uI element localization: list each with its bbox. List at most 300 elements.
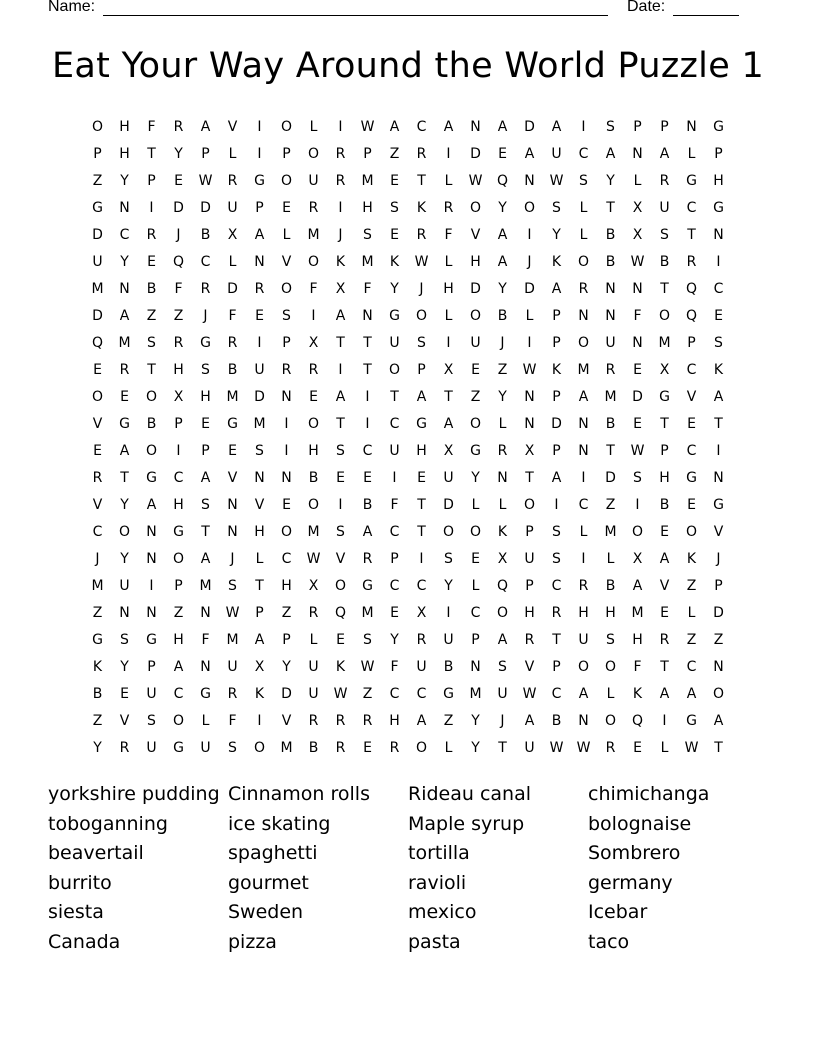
- grid-cell[interactable]: N: [524, 173, 535, 189]
- grid-cell[interactable]: I: [338, 497, 343, 513]
- grid-cell[interactable]: A: [659, 551, 670, 567]
- grid-cell[interactable]: C: [92, 524, 103, 540]
- grid-cell[interactable]: Q: [496, 173, 509, 189]
- grid-cell[interactable]: X: [335, 281, 346, 297]
- grid-cell[interactable]: Y: [174, 146, 183, 162]
- grid-cell[interactable]: W: [414, 254, 429, 270]
- grid-cell[interactable]: O: [253, 740, 266, 756]
- grid-cell[interactable]: S: [660, 227, 669, 243]
- grid-cell[interactable]: Y: [471, 740, 480, 756]
- grid-cell[interactable]: A: [578, 389, 589, 405]
- grid-cell[interactable]: N: [119, 605, 130, 621]
- grid-cell[interactable]: G: [713, 119, 724, 135]
- grid-cell[interactable]: D: [470, 146, 481, 162]
- grid-cell[interactable]: E: [120, 686, 129, 702]
- grid-cell[interactable]: O: [469, 416, 482, 432]
- grid-cell[interactable]: D: [524, 119, 535, 135]
- grid-cell[interactable]: X: [443, 362, 454, 378]
- grid-cell[interactable]: W: [684, 740, 699, 756]
- grid-cell[interactable]: A: [173, 659, 184, 675]
- grid-cell[interactable]: N: [632, 335, 643, 351]
- grid-cell[interactable]: O: [280, 173, 293, 189]
- grid-cell[interactable]: M: [469, 686, 482, 702]
- grid-cell[interactable]: I: [257, 146, 262, 162]
- grid-cell[interactable]: A: [254, 227, 265, 243]
- grid-cell[interactable]: B: [605, 416, 616, 432]
- grid-cell[interactable]: N: [605, 308, 616, 324]
- grid-cell[interactable]: P: [174, 578, 183, 594]
- grid-cell[interactable]: H: [173, 632, 184, 648]
- grid-cell[interactable]: S: [336, 443, 345, 459]
- grid-cell[interactable]: E: [390, 605, 399, 621]
- grid-cell[interactable]: T: [444, 389, 453, 405]
- grid-cell[interactable]: W: [333, 686, 348, 702]
- grid-cell[interactable]: E: [93, 443, 102, 459]
- grid-cell[interactable]: U: [146, 740, 157, 756]
- grid-cell[interactable]: N: [524, 416, 535, 432]
- grid-cell[interactable]: T: [147, 146, 156, 162]
- date-field[interactable]: [673, 15, 739, 16]
- grid-cell[interactable]: K: [497, 524, 508, 540]
- grid-cell[interactable]: I: [311, 308, 316, 324]
- grid-cell[interactable]: P: [660, 443, 669, 459]
- grid-cell[interactable]: X: [416, 605, 427, 621]
- grid-cell[interactable]: N: [713, 659, 724, 675]
- grid-cell[interactable]: W: [549, 740, 564, 756]
- grid-cell[interactable]: E: [633, 740, 642, 756]
- grid-cell[interactable]: K: [713, 362, 724, 378]
- grid-cell[interactable]: R: [308, 200, 319, 216]
- grid-cell[interactable]: Y: [120, 497, 129, 513]
- grid-cell[interactable]: C: [173, 686, 184, 702]
- grid-cell[interactable]: O: [280, 281, 293, 297]
- grid-cell[interactable]: G: [200, 686, 211, 702]
- grid-cell[interactable]: C: [389, 524, 400, 540]
- grid-cell[interactable]: S: [498, 659, 507, 675]
- grid-cell[interactable]: N: [713, 470, 724, 486]
- grid-cell[interactable]: I: [527, 335, 532, 351]
- grid-cell[interactable]: H: [659, 470, 670, 486]
- grid-cell[interactable]: E: [471, 362, 480, 378]
- grid-cell[interactable]: Z: [173, 605, 184, 621]
- grid-cell[interactable]: Z: [497, 362, 508, 378]
- grid-cell[interactable]: N: [578, 443, 589, 459]
- grid-cell[interactable]: M: [91, 281, 104, 297]
- grid-cell[interactable]: E: [687, 497, 696, 513]
- grid-cell[interactable]: D: [605, 470, 616, 486]
- grid-cell[interactable]: Y: [498, 200, 507, 216]
- grid-cell[interactable]: R: [281, 362, 292, 378]
- grid-cell[interactable]: K: [632, 686, 643, 702]
- grid-cell[interactable]: A: [713, 713, 724, 729]
- grid-cell[interactable]: S: [282, 308, 291, 324]
- grid-cell[interactable]: P: [93, 146, 102, 162]
- grid-cell[interactable]: E: [120, 389, 129, 405]
- grid-cell[interactable]: B: [605, 578, 616, 594]
- grid-cell[interactable]: E: [390, 227, 399, 243]
- grid-cell[interactable]: Y: [282, 659, 291, 675]
- grid-cell[interactable]: P: [552, 443, 561, 459]
- grid-cell[interactable]: L: [309, 119, 318, 135]
- grid-cell[interactable]: M: [307, 227, 320, 243]
- grid-cell[interactable]: P: [525, 578, 534, 594]
- grid-cell[interactable]: L: [633, 173, 642, 189]
- grid-cell[interactable]: L: [444, 254, 453, 270]
- grid-cell[interactable]: C: [686, 443, 697, 459]
- grid-cell[interactable]: L: [228, 254, 237, 270]
- grid-cell[interactable]: H: [281, 578, 292, 594]
- grid-cell[interactable]: X: [524, 443, 535, 459]
- grid-cell[interactable]: U: [119, 578, 130, 594]
- grid-cell[interactable]: O: [307, 416, 320, 432]
- grid-cell[interactable]: Y: [606, 173, 615, 189]
- grid-cell[interactable]: M: [604, 524, 617, 540]
- grid-cell[interactable]: E: [660, 524, 669, 540]
- grid-cell[interactable]: M: [604, 389, 617, 405]
- grid-cell[interactable]: A: [497, 227, 508, 243]
- grid-cell[interactable]: C: [686, 200, 697, 216]
- grid-cell[interactable]: N: [200, 659, 211, 675]
- grid-cell[interactable]: J: [176, 227, 181, 243]
- grid-cell[interactable]: E: [714, 308, 723, 324]
- grid-cell[interactable]: Y: [390, 632, 399, 648]
- grid-cell[interactable]: R: [308, 713, 319, 729]
- grid-cell[interactable]: K: [335, 254, 346, 270]
- grid-cell[interactable]: O: [91, 119, 104, 135]
- grid-cell[interactable]: X: [659, 362, 670, 378]
- grid-cell[interactable]: R: [254, 281, 265, 297]
- grid-cell[interactable]: Y: [498, 389, 507, 405]
- grid-cell[interactable]: G: [173, 524, 184, 540]
- grid-cell[interactable]: T: [525, 470, 534, 486]
- grid-cell[interactable]: O: [415, 740, 428, 756]
- grid-cell[interactable]: C: [578, 146, 589, 162]
- grid-cell[interactable]: P: [552, 308, 561, 324]
- grid-cell[interactable]: A: [632, 578, 643, 594]
- grid-cell[interactable]: A: [200, 551, 211, 567]
- grid-cell[interactable]: T: [363, 335, 372, 351]
- grid-cell[interactable]: V: [281, 254, 292, 270]
- grid-cell[interactable]: G: [92, 632, 103, 648]
- grid-cell[interactable]: X: [632, 551, 643, 567]
- grid-cell[interactable]: U: [227, 659, 238, 675]
- grid-cell[interactable]: X: [497, 551, 508, 567]
- grid-cell[interactable]: D: [524, 281, 535, 297]
- grid-cell[interactable]: T: [417, 173, 426, 189]
- grid-cell[interactable]: I: [365, 416, 370, 432]
- grid-cell[interactable]: T: [660, 416, 669, 432]
- grid-cell[interactable]: D: [281, 686, 292, 702]
- grid-cell[interactable]: P: [552, 659, 561, 675]
- grid-cell[interactable]: W: [549, 173, 564, 189]
- grid-cell[interactable]: T: [147, 362, 156, 378]
- grid-cell[interactable]: C: [713, 281, 724, 297]
- grid-cell[interactable]: N: [632, 146, 643, 162]
- grid-cell[interactable]: S: [336, 524, 345, 540]
- grid-cell[interactable]: Y: [471, 470, 480, 486]
- grid-cell[interactable]: N: [254, 254, 265, 270]
- grid-cell[interactable]: E: [228, 443, 237, 459]
- grid-cell[interactable]: U: [389, 443, 400, 459]
- grid-cell[interactable]: J: [419, 281, 424, 297]
- grid-cell[interactable]: O: [469, 200, 482, 216]
- grid-cell[interactable]: E: [363, 740, 372, 756]
- grid-cell[interactable]: M: [226, 632, 239, 648]
- grid-cell[interactable]: A: [497, 119, 508, 135]
- grid-cell[interactable]: D: [254, 389, 265, 405]
- grid-cell[interactable]: H: [362, 200, 373, 216]
- grid-cell[interactable]: B: [659, 497, 670, 513]
- grid-cell[interactable]: A: [551, 119, 562, 135]
- grid-cell[interactable]: U: [605, 335, 616, 351]
- grid-cell[interactable]: W: [198, 173, 213, 189]
- grid-cell[interactable]: D: [443, 497, 454, 513]
- grid-cell[interactable]: M: [361, 173, 374, 189]
- grid-cell[interactable]: F: [390, 659, 399, 675]
- grid-cell[interactable]: C: [551, 686, 562, 702]
- grid-cell[interactable]: R: [443, 200, 454, 216]
- grid-cell[interactable]: L: [201, 713, 210, 729]
- grid-cell[interactable]: O: [631, 524, 644, 540]
- grid-cell[interactable]: W: [576, 740, 591, 756]
- grid-cell[interactable]: B: [605, 227, 616, 243]
- grid-cell[interactable]: G: [362, 578, 373, 594]
- grid-cell[interactable]: R: [335, 173, 346, 189]
- grid-cell[interactable]: V: [119, 713, 130, 729]
- grid-cell[interactable]: H: [470, 254, 481, 270]
- grid-cell[interactable]: Y: [444, 578, 453, 594]
- grid-cell[interactable]: O: [307, 146, 320, 162]
- grid-cell[interactable]: M: [253, 416, 266, 432]
- grid-cell[interactable]: U: [551, 146, 562, 162]
- grid-cell[interactable]: P: [282, 146, 291, 162]
- grid-cell[interactable]: V: [92, 416, 103, 432]
- grid-cell[interactable]: R: [362, 713, 373, 729]
- grid-cell[interactable]: T: [714, 416, 723, 432]
- grid-cell[interactable]: R: [308, 362, 319, 378]
- grid-cell[interactable]: W: [468, 173, 483, 189]
- grid-cell[interactable]: A: [659, 686, 670, 702]
- grid-cell[interactable]: H: [578, 605, 589, 621]
- grid-cell[interactable]: G: [713, 200, 724, 216]
- grid-cell[interactable]: X: [254, 659, 265, 675]
- grid-cell[interactable]: P: [147, 173, 156, 189]
- grid-cell[interactable]: T: [120, 470, 129, 486]
- grid-cell[interactable]: K: [389, 254, 400, 270]
- grid-cell[interactable]: P: [633, 119, 642, 135]
- grid-cell[interactable]: L: [498, 416, 507, 432]
- grid-cell[interactable]: K: [92, 659, 103, 675]
- grid-cell[interactable]: C: [551, 578, 562, 594]
- grid-cell[interactable]: J: [500, 335, 505, 351]
- grid-cell[interactable]: R: [659, 173, 670, 189]
- grid-cell[interactable]: U: [227, 200, 238, 216]
- grid-cell[interactable]: S: [579, 173, 588, 189]
- grid-cell[interactable]: G: [389, 308, 400, 324]
- grid-cell[interactable]: G: [200, 335, 211, 351]
- grid-cell[interactable]: O: [577, 254, 590, 270]
- grid-cell[interactable]: T: [201, 524, 210, 540]
- grid-cell[interactable]: W: [306, 551, 321, 567]
- grid-cell[interactable]: N: [281, 389, 292, 405]
- grid-cell[interactable]: M: [199, 578, 212, 594]
- grid-cell[interactable]: M: [361, 254, 374, 270]
- grid-cell[interactable]: L: [228, 146, 237, 162]
- grid-cell[interactable]: C: [200, 254, 211, 270]
- grid-cell[interactable]: A: [524, 146, 535, 162]
- grid-cell[interactable]: Q: [631, 713, 644, 729]
- grid-cell[interactable]: V: [470, 227, 481, 243]
- grid-cell[interactable]: A: [335, 389, 346, 405]
- grid-cell[interactable]: V: [227, 470, 238, 486]
- grid-cell[interactable]: N: [119, 200, 130, 216]
- grid-cell[interactable]: Z: [686, 632, 697, 648]
- grid-cell[interactable]: N: [524, 389, 535, 405]
- grid-cell[interactable]: O: [388, 362, 401, 378]
- grid-cell[interactable]: U: [524, 551, 535, 567]
- grid-cell[interactable]: J: [527, 254, 532, 270]
- grid-cell[interactable]: E: [255, 308, 264, 324]
- grid-cell[interactable]: I: [581, 119, 586, 135]
- grid-cell[interactable]: Q: [685, 281, 698, 297]
- grid-cell[interactable]: A: [119, 443, 130, 459]
- grid-cell[interactable]: Q: [496, 578, 509, 594]
- grid-cell[interactable]: S: [417, 335, 426, 351]
- grid-cell[interactable]: R: [173, 335, 184, 351]
- grid-cell[interactable]: G: [686, 470, 697, 486]
- grid-cell[interactable]: O: [523, 200, 536, 216]
- grid-cell[interactable]: U: [524, 740, 535, 756]
- grid-cell[interactable]: C: [470, 605, 481, 621]
- grid-cell[interactable]: N: [281, 470, 292, 486]
- grid-cell[interactable]: C: [389, 578, 400, 594]
- grid-cell[interactable]: E: [201, 416, 210, 432]
- grid-cell[interactable]: A: [713, 389, 724, 405]
- grid-cell[interactable]: D: [92, 227, 103, 243]
- grid-cell[interactable]: A: [443, 416, 454, 432]
- grid-cell[interactable]: Z: [443, 713, 454, 729]
- grid-cell[interactable]: S: [228, 578, 237, 594]
- grid-cell[interactable]: R: [362, 551, 373, 567]
- grid-cell[interactable]: O: [577, 335, 590, 351]
- grid-cell[interactable]: W: [360, 659, 375, 675]
- grid-cell[interactable]: N: [146, 551, 157, 567]
- grid-cell[interactable]: G: [443, 686, 454, 702]
- grid-cell[interactable]: G: [686, 173, 697, 189]
- grid-cell[interactable]: V: [524, 659, 535, 675]
- grid-cell[interactable]: D: [200, 200, 211, 216]
- grid-cell[interactable]: K: [551, 362, 562, 378]
- grid-cell[interactable]: N: [686, 119, 697, 135]
- grid-cell[interactable]: P: [687, 335, 696, 351]
- grid-cell[interactable]: R: [524, 632, 535, 648]
- grid-cell[interactable]: W: [360, 119, 375, 135]
- grid-cell[interactable]: G: [713, 497, 724, 513]
- grid-cell[interactable]: X: [308, 578, 319, 594]
- grid-cell[interactable]: S: [120, 632, 129, 648]
- grid-cell[interactable]: E: [471, 551, 480, 567]
- grid-cell[interactable]: P: [660, 119, 669, 135]
- grid-cell[interactable]: Q: [334, 605, 347, 621]
- grid-cell[interactable]: O: [712, 686, 725, 702]
- grid-cell[interactable]: A: [497, 632, 508, 648]
- grid-cell[interactable]: U: [146, 686, 157, 702]
- grid-cell[interactable]: H: [389, 713, 400, 729]
- grid-cell[interactable]: A: [362, 524, 373, 540]
- grid-cell[interactable]: I: [338, 362, 343, 378]
- grid-cell[interactable]: U: [389, 335, 400, 351]
- grid-cell[interactable]: U: [443, 632, 454, 648]
- grid-cell[interactable]: N: [200, 605, 211, 621]
- grid-cell[interactable]: L: [579, 227, 588, 243]
- grid-cell[interactable]: S: [147, 713, 156, 729]
- grid-cell[interactable]: A: [605, 146, 616, 162]
- grid-cell[interactable]: F: [201, 632, 210, 648]
- grid-cell[interactable]: R: [686, 254, 697, 270]
- grid-cell[interactable]: T: [606, 200, 615, 216]
- grid-cell[interactable]: B: [146, 416, 157, 432]
- grid-cell[interactable]: I: [581, 470, 586, 486]
- grid-cell[interactable]: P: [714, 578, 723, 594]
- grid-cell[interactable]: V: [92, 497, 103, 513]
- grid-cell[interactable]: I: [392, 470, 397, 486]
- grid-cell[interactable]: E: [147, 254, 156, 270]
- grid-cell[interactable]: O: [685, 524, 698, 540]
- grid-cell[interactable]: J: [203, 308, 208, 324]
- grid-cell[interactable]: N: [578, 308, 589, 324]
- grid-cell[interactable]: Z: [173, 308, 184, 324]
- grid-cell[interactable]: C: [389, 416, 400, 432]
- grid-cell[interactable]: B: [605, 254, 616, 270]
- grid-cell[interactable]: E: [633, 416, 642, 432]
- grid-cell[interactable]: I: [446, 335, 451, 351]
- grid-cell[interactable]: A: [497, 254, 508, 270]
- grid-cell[interactable]: N: [227, 524, 238, 540]
- grid-cell[interactable]: N: [227, 497, 238, 513]
- grid-cell[interactable]: P: [282, 335, 291, 351]
- grid-cell[interactable]: E: [282, 497, 291, 513]
- grid-cell[interactable]: O: [334, 578, 347, 594]
- grid-cell[interactable]: I: [338, 200, 343, 216]
- grid-cell[interactable]: D: [227, 281, 238, 297]
- grid-cell[interactable]: A: [416, 713, 427, 729]
- grid-cell[interactable]: U: [578, 632, 589, 648]
- grid-cell[interactable]: L: [660, 740, 669, 756]
- grid-cell[interactable]: Z: [470, 389, 481, 405]
- grid-cell[interactable]: X: [173, 389, 184, 405]
- grid-cell[interactable]: N: [146, 605, 157, 621]
- grid-cell[interactable]: N: [605, 281, 616, 297]
- grid-cell[interactable]: N: [470, 659, 481, 675]
- grid-cell[interactable]: F: [363, 281, 372, 297]
- grid-cell[interactable]: L: [579, 524, 588, 540]
- grid-cell[interactable]: W: [630, 443, 645, 459]
- grid-cell[interactable]: U: [254, 362, 265, 378]
- grid-cell[interactable]: R: [173, 119, 184, 135]
- grid-cell[interactable]: N: [146, 524, 157, 540]
- grid-cell[interactable]: M: [226, 389, 239, 405]
- grid-cell[interactable]: E: [336, 470, 345, 486]
- grid-cell[interactable]: D: [173, 200, 184, 216]
- grid-cell[interactable]: Z: [713, 632, 724, 648]
- grid-cell[interactable]: E: [363, 470, 372, 486]
- grid-cell[interactable]: T: [336, 335, 345, 351]
- grid-cell[interactable]: T: [417, 524, 426, 540]
- grid-cell[interactable]: L: [498, 497, 507, 513]
- grid-cell[interactable]: P: [525, 524, 534, 540]
- grid-cell[interactable]: R: [227, 173, 238, 189]
- grid-cell[interactable]: F: [174, 281, 183, 297]
